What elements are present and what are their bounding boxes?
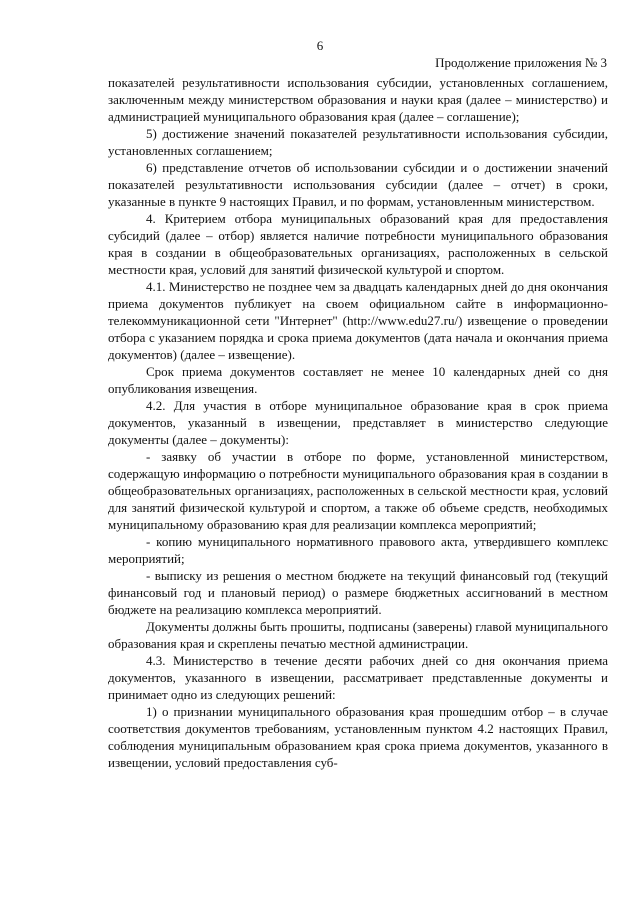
paragraph: показателей результативности использования субсидии, установленных соглашением, заключенным между министерством образования и науки края (далее – министерство) и администрацией муниципального образования края (далее – соглашение);	[108, 75, 608, 124]
page-number: 6	[316, 38, 324, 53]
document-body	[108, 74, 608, 771]
paragraph: Срок приема документов составляет не менее 10 календарных дней со дня опубликования извещения.	[108, 364, 608, 396]
list-item: - выписку из решения о местном бюджете на текущий финансовый год (текущий финансовый год и плановый период) о размере бюджетных ассигнований в местном бюджете на реализацию комплекса мероприятий.	[108, 568, 608, 617]
paragraph: 4. Критерием отбора муниципальных образований края для предоставления субсидий (далее – отбор) является наличие потребности муниципального образования края в создании в общеобразовательных организациях, расположенных в сельской местности края, условий для занятий физической культурой и спортом.	[108, 211, 608, 277]
appendix-continuation-note: Продолжение приложения № 3	[435, 55, 607, 70]
list-item: - заявку об участии в отборе по форме, установленной министерством, содержащую информацию о потребности муниципального образования края в создании в общеобразовательных организациях, расположенных в сельской местности края, условий для занятий физической культурой и спортом, а также об объеме средств, необходимых муниципальному образованию края для реализации комплекса мероприятий;	[108, 449, 608, 532]
paragraph: Документы должны быть прошиты, подписаны (заверены) главой муниципального образования края и скреплены печатью местной администрации.	[108, 619, 608, 651]
paragraph: 4.2. Для участия в отборе муниципальное образование края в срок приема документов, указанный в извещении, представляет в министерство следующие документы (далее – документы):	[108, 398, 608, 447]
paragraph: 5) достижение значений показателей результативности использования субсидии, установленных соглашением;	[108, 126, 608, 158]
list-item: - копию муниципального нормативного правового акта, утвердившего комплекс мероприятий;	[108, 534, 608, 566]
paragraph: 4.3. Министерство в течение десяти рабочих дней со дня окончания приема документов, указанного в извещении, рассматривает представленные документы и принимает одно из следующих решений:	[108, 653, 608, 702]
paragraph: 4.1. Министерство не позднее чем за двадцать календарных дней до дня окончания приема документов публикует на своем официальном сайте в информационно-телекоммуникационной сети "Интернет" (http://www.edu27.ru/) извещение о проведении отбора с указанием порядка и срока приема документов (дата начала и окончания приема документов) (далее – извещение).	[108, 279, 608, 362]
paragraph: 1) о признании муниципального образования края прошедшим отбор – в случае соответствия документов требованиям, установленным пунктом 4.2 настоящих Правил, соблюдения муниципальным образованием края срока приема документов, указанного в извещении, условий предоставления суб-	[108, 704, 608, 770]
paragraph: 6) представление отчетов об использовании субсидии и о достижении значений показателей результативности использования субсидии (далее – отчет) в сроки, указанные в пункте 9 настоящих Правил, и по формам, установленным министерством.	[108, 160, 608, 209]
